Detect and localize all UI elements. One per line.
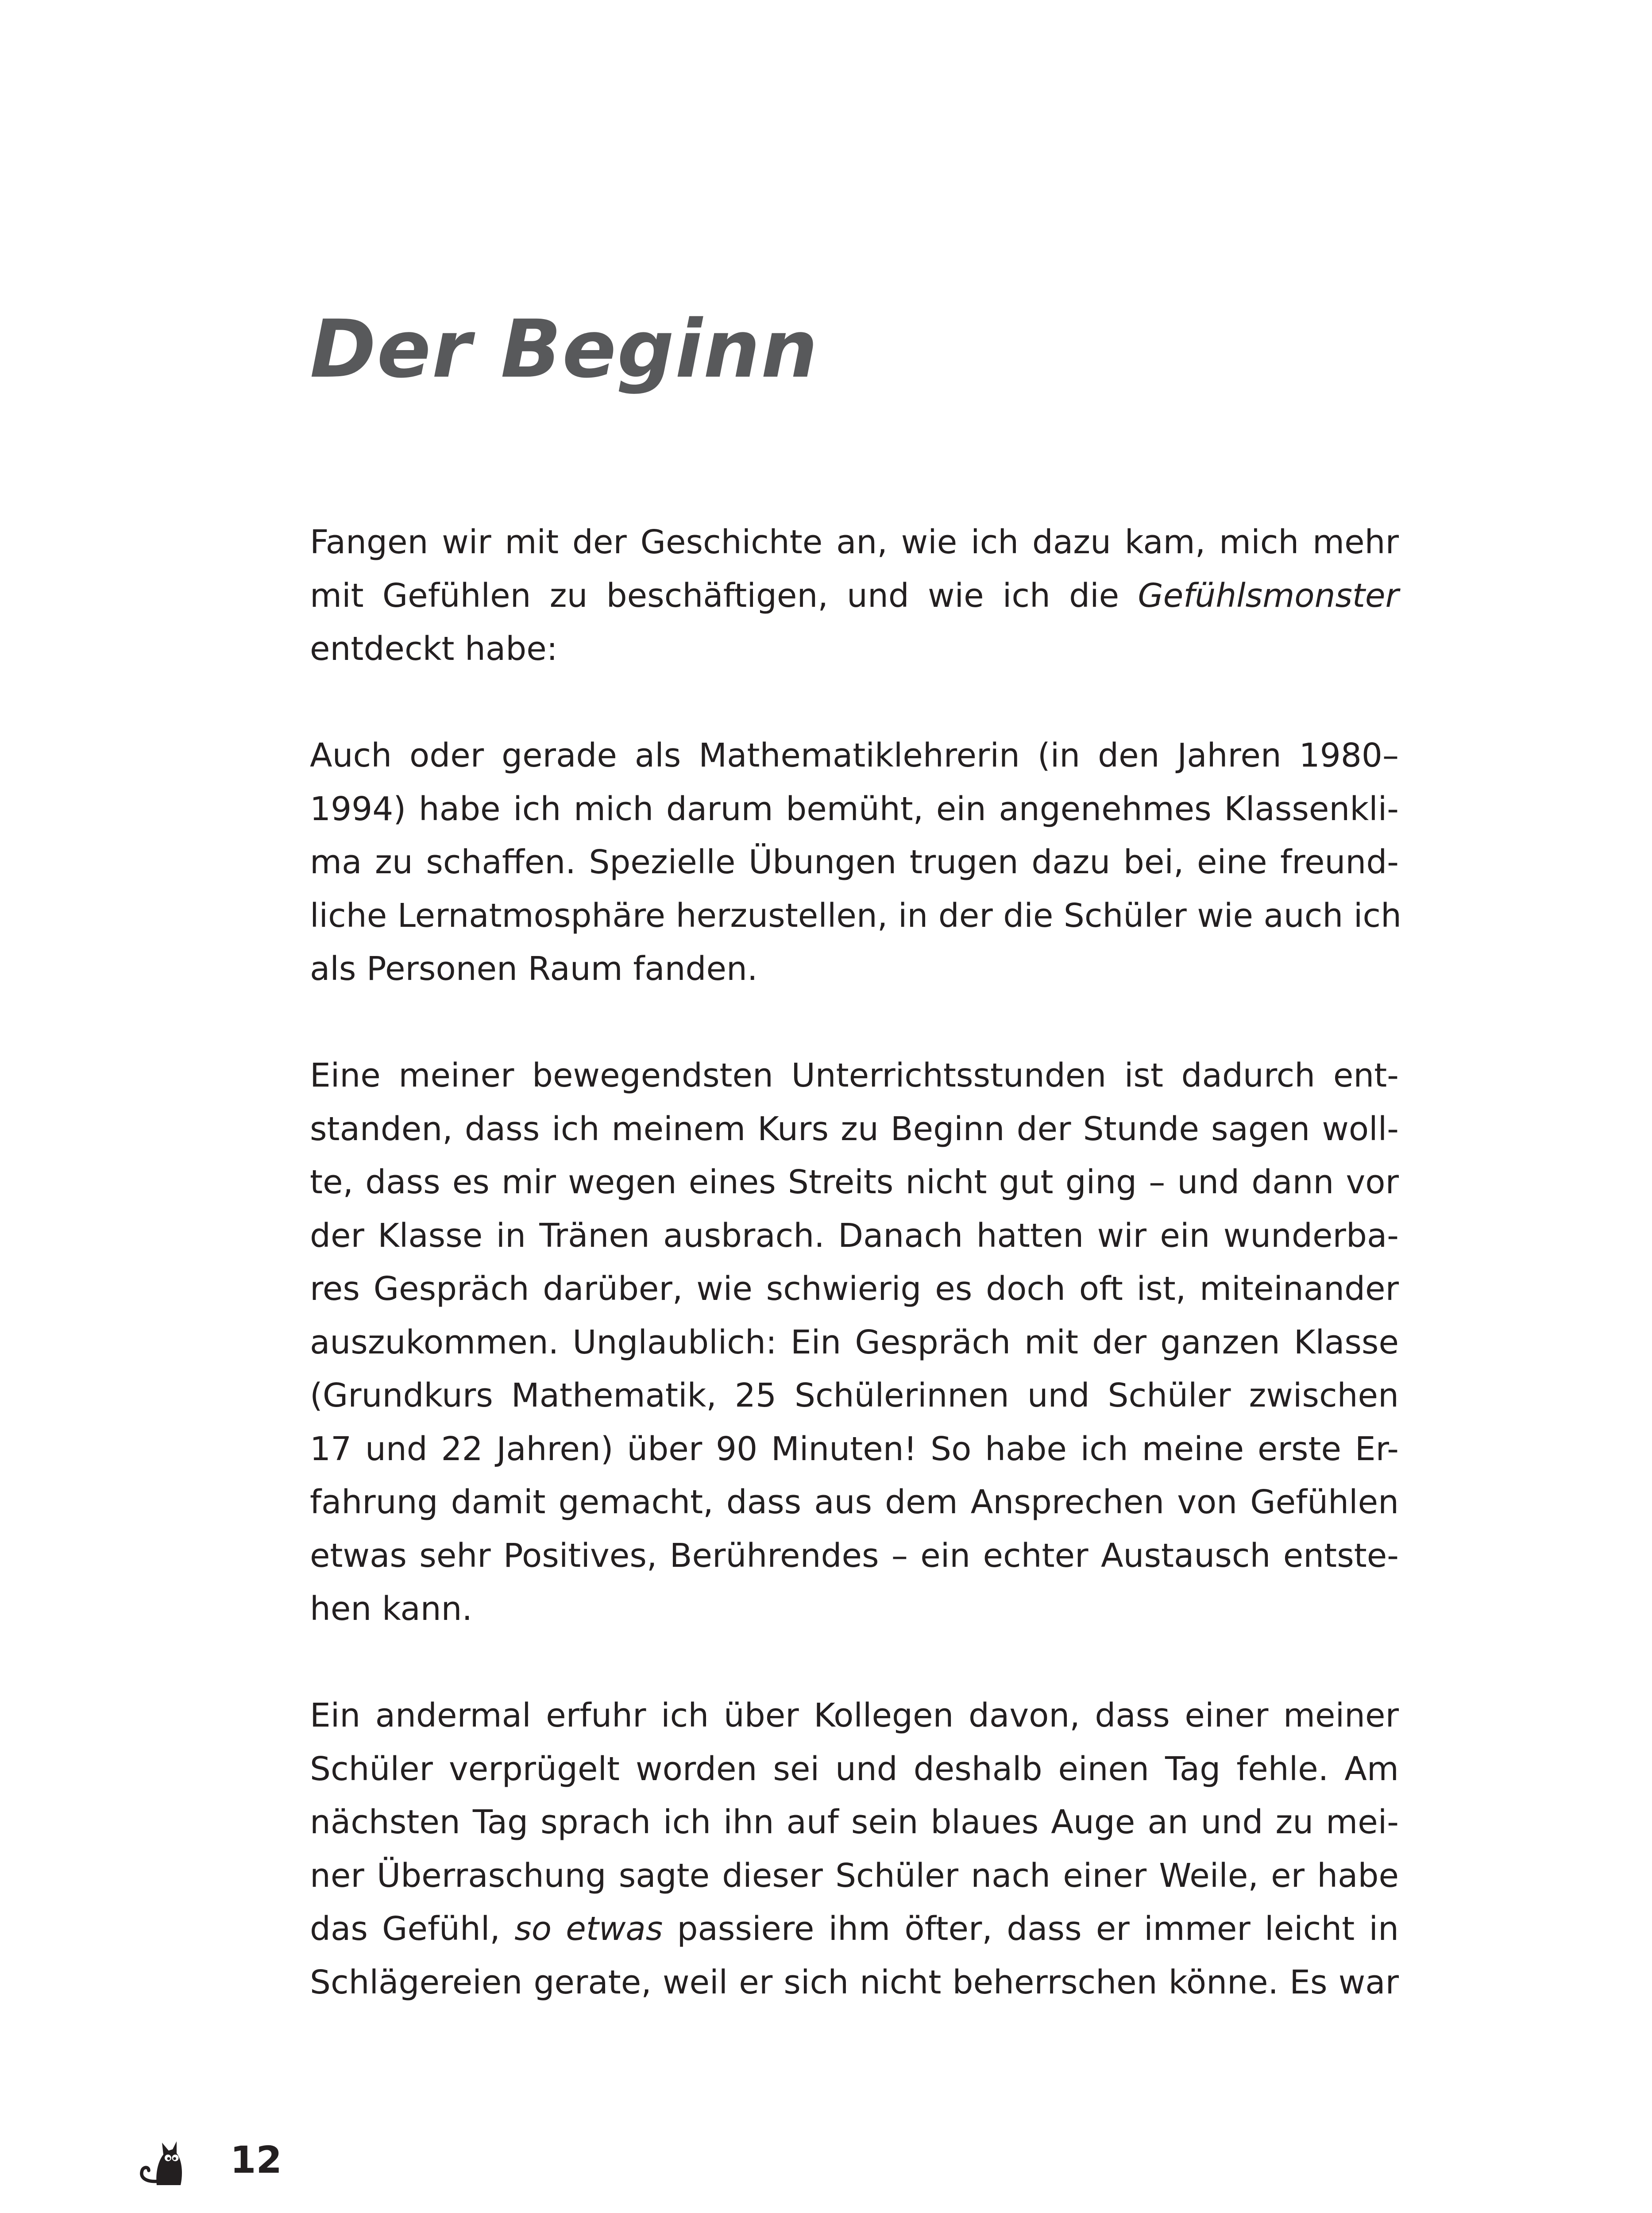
text-line <box>310 569 1399 623</box>
body-text <box>310 516 1399 2009</box>
line-text: 1994) habe ich mich darum bemüht, ein angenehmes Klassenkli- <box>310 790 1399 828</box>
text-line <box>310 1262 1399 1316</box>
text-line <box>310 1209 1399 1263</box>
line-text: Eine meiner bewegendsten Unterrichtsstunden ist dadurch ent- <box>310 1056 1399 1095</box>
text-line <box>310 942 1399 996</box>
line-text: fahrung damit gemacht, dass aus dem Ansprechen von Gefühlen <box>310 1483 1399 1521</box>
line-text: entdeckt habe: <box>310 630 558 668</box>
line-text: Auch oder gerade als Mathematiklehrerin (in den Jahren 1980– <box>310 736 1399 775</box>
paragraph <box>310 729 1399 996</box>
page-number: 12 <box>230 2138 282 2182</box>
line-text: das Gefühl, <box>310 1910 515 1948</box>
emphasized-text: so etwas <box>514 1910 663 1948</box>
text-line <box>310 1049 1399 1103</box>
text-line <box>310 1689 1399 1743</box>
text-line <box>310 1849 1399 1903</box>
line-text: 17 und 22 Jahren) über 90 Minuten! So habe ich meine erste Er- <box>310 1430 1399 1468</box>
paragraph <box>310 516 1399 676</box>
paragraph <box>310 1049 1399 1636</box>
line-text: auszukommen. Unglaublich: Ein Gespräch mit der ganzen Klasse <box>310 1323 1399 1361</box>
line-text: hen kann. <box>310 1590 473 1628</box>
line-text: etwas sehr Positives, Berührendes – ein echter Austausch entste- <box>310 1536 1399 1575</box>
line-text: passiere ihm öfter, dass er immer leicht in <box>663 1910 1399 1948</box>
text-line <box>310 889 1399 943</box>
text-line <box>310 1796 1399 1849</box>
text-line <box>310 1369 1399 1423</box>
line-text: standen, dass ich meinem Kurs zu Beginn der Stunde sagen woll- <box>310 1110 1399 1148</box>
line-text: te, dass es mir wegen eines Streits nicht gut ging – und dann vor <box>310 1163 1399 1201</box>
text-line <box>310 1316 1399 1369</box>
line-text: als Personen Raum fanden. <box>310 950 758 988</box>
line-text: res Gespräch darüber, wie schwierig es doch oft ist, miteinander <box>310 1270 1399 1308</box>
text-line <box>310 1423 1399 1476</box>
text-line <box>310 516 1399 569</box>
text-line <box>310 1902 1399 1956</box>
text-line <box>310 1476 1399 1529</box>
line-text: liche Lernatmosphäre herzustellen, in der die Schüler wie auch ich <box>310 896 1401 935</box>
text-line <box>310 1529 1399 1583</box>
line-text: Schlägereien gerate, weil er sich nicht beherrschen könne. Es war <box>310 1963 1399 2001</box>
line-text: nächsten Tag sprach ich ihn auf sein blaues Auge an und zu mei- <box>310 1803 1399 1841</box>
paragraph <box>310 1689 1399 2009</box>
text-line <box>310 836 1399 889</box>
line-text: mit Gefühlen zu beschäftigen, und wie ich die <box>310 576 1138 615</box>
line-text: Fangen wir mit der Geschichte an, wie ich dazu kam, mich mehr <box>310 523 1399 561</box>
line-text: Schüler verprügelt worden sei und deshalb einen Tag fehle. Am <box>310 1750 1399 1788</box>
text-line <box>310 1156 1399 1209</box>
text-line <box>310 622 1399 676</box>
page-footer <box>133 2124 282 2195</box>
line-text: ner Überraschung sagte dieser Schüler nach einer Weile, er habe <box>310 1856 1399 1895</box>
cat-monster-icon <box>133 2127 199 2193</box>
emphasized-text: Gefühlsmonster <box>1138 576 1399 615</box>
chapter-title: Der Beginn <box>310 303 819 396</box>
line-text: der Klasse in Tränen ausbrach. Danach hatten wir ein wunderba- <box>310 1216 1399 1255</box>
line-text: (Grundkurs Mathematik, 25 Schülerinnen und Schüler zwischen <box>310 1376 1399 1415</box>
text-line <box>310 729 1399 783</box>
text-line <box>310 783 1399 836</box>
line-text: Ein andermal erfuhr ich über Kollegen davon, dass einer meiner <box>310 1696 1399 1735</box>
text-line <box>310 1103 1399 1156</box>
line-text: ma zu schaffen. Spezielle Übungen trugen dazu bei, eine freund- <box>310 843 1399 881</box>
text-line <box>310 1956 1399 2009</box>
text-line <box>310 1582 1399 1636</box>
text-line <box>310 1743 1399 1796</box>
